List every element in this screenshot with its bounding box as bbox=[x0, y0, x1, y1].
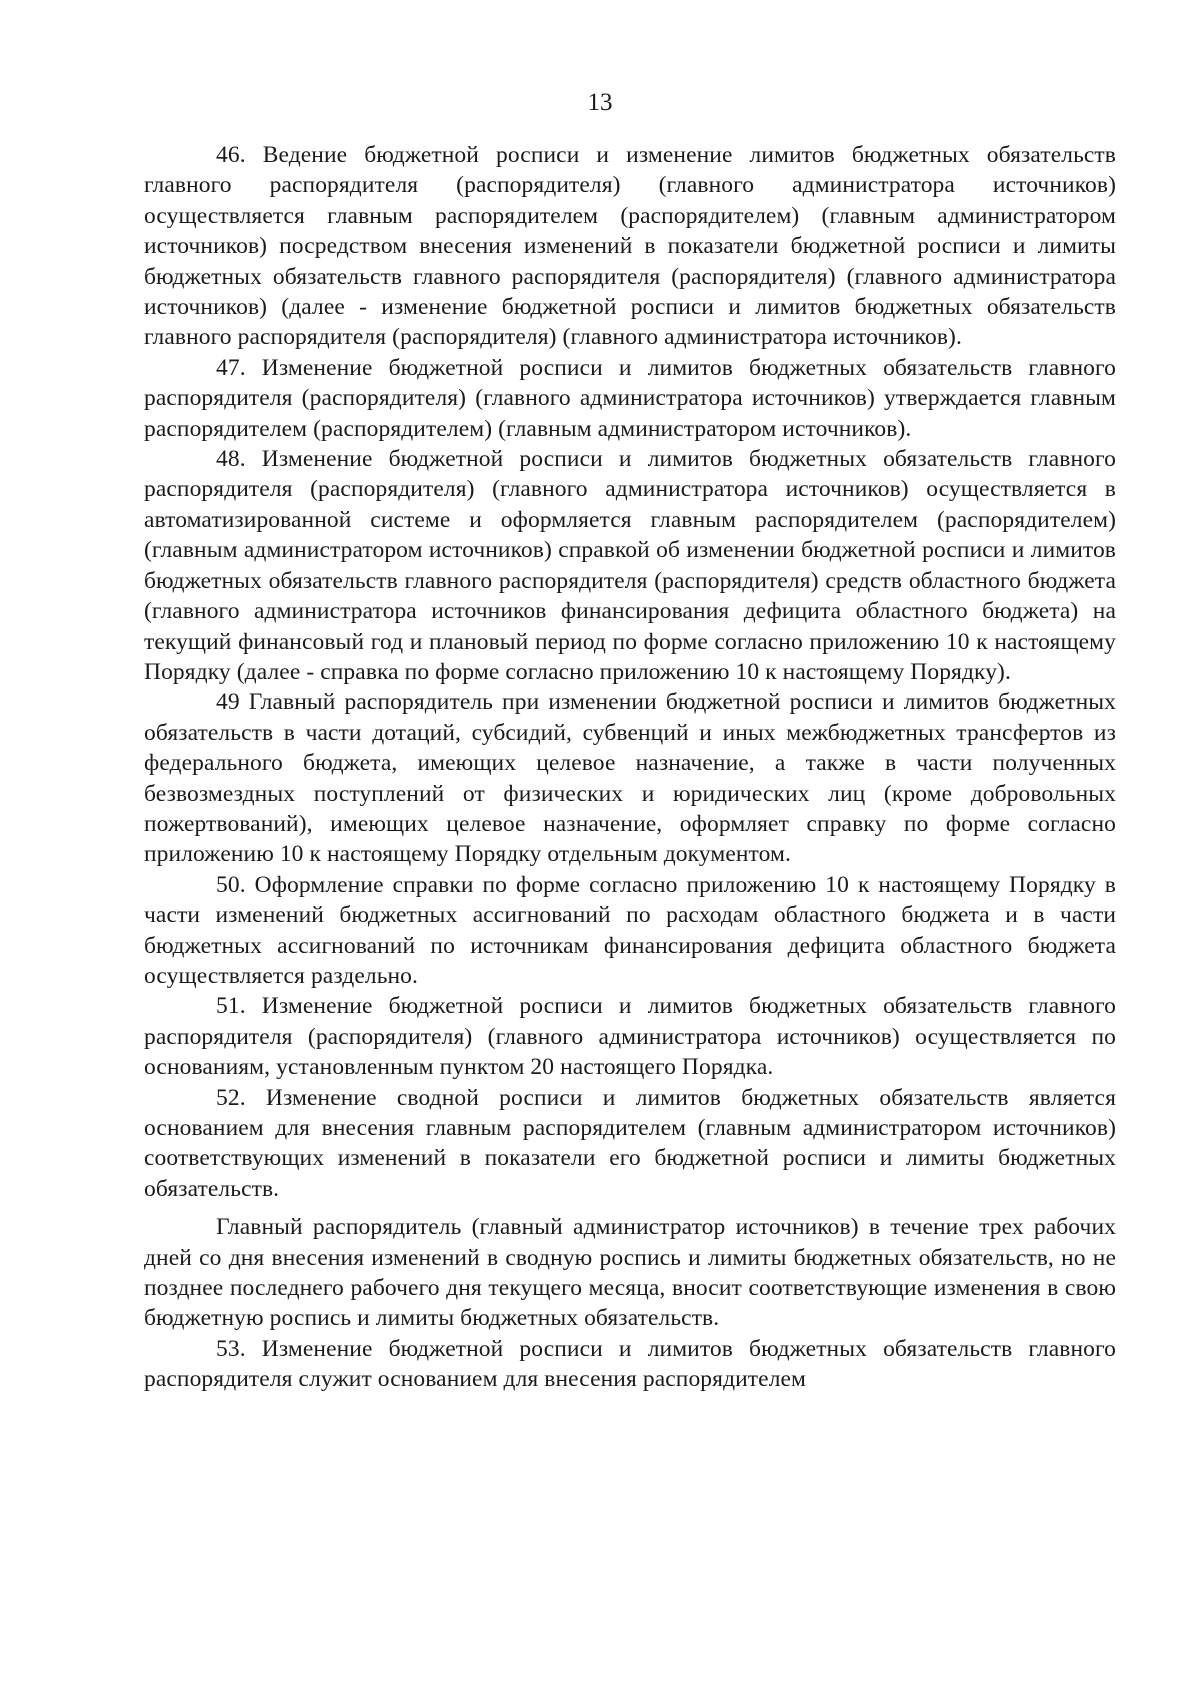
page-number: 13 bbox=[587, 89, 613, 116]
paragraph-49: 49 Главный распорядитель при изменении бюджетной росписи и лимитов бюджетных обязательств в части дотаций, субсидий, субвенций и иных межбюджетных трансфертов из федерального бюджета, имеющих целевое назначение, а также в части полученных безвозмездных поступлений от физических и юридических лиц (кроме добровольных пожертвований), имеющих целевое назначение, оформляет справку по форме согласно приложению 10 к настоящему Порядку отдельным документом. bbox=[144, 689, 1116, 868]
paragraph-51: 51. Изменение бюджетной росписи и лимитов бюджетных обязательств главного распорядителя (распорядителя) (главного администратора источников) осуществляется по основаниям, установленным пунктом 20 настоящего Порядка. bbox=[144, 993, 1116, 1081]
document-body bbox=[144, 140, 1116, 1395]
paragraph-50: 50. Оформление справки по форме согласно приложению 10 к настоящему Порядку в части изменений бюджетных ассигнований по расходам областного бюджета и в части бюджетных ассигнований по источникам финансирования дефицита областного бюджета осуществляется раздельно. bbox=[144, 871, 1116, 989]
paragraph-52-continuation: Главный распорядитель (главный администратор источников) в течение трех рабочих дней со дня внесения изменений в сводную роспись и лимиты бюджетных обязательств, но не позднее последнего рабочего дня текущего месяца, вносит соответствующие изменения в свою бюджетную роспись и лимиты бюджетных обязательств. bbox=[144, 1214, 1116, 1332]
paragraph-47: 47. Изменение бюджетной росписи и лимитов бюджетных обязательств главного распорядителя (распорядителя) (главного администратора источников) утверждается главным распорядителем (распорядителем) (главным администратором источников). bbox=[144, 354, 1116, 442]
paragraph-48: 48. Изменение бюджетной росписи и лимитов бюджетных обязательств главного распорядителя (распорядителя) (главного администратора источников) осуществляется в автоматизированной системе и оформляется главным распорядителем (распорядителем) (главным администратором источников) справкой об изменении бюджетной росписи и лимитов бюджетных обязательств главного распорядителя (распорядителя) средств областного бюджета (главного администратора источников финансирования дефицита областного бюджета) на текущий финансовый год и плановый период по форме согласно приложению 10 к настоящему Порядку (далее - справка по форме согласно приложению 10 к настоящему Порядку). bbox=[144, 446, 1116, 685]
paragraph-53: 53. Изменение бюджетной росписи и лимитов бюджетных обязательств главного распорядителя служит основанием для внесения распорядителем bbox=[144, 1335, 1116, 1393]
paragraph-46: 46. Ведение бюджетной росписи и изменение лимитов бюджетных обязательств главного распорядителя (распорядителя) (главного администратора источников) осуществляется главным распорядителем (распорядителем) (главным администратором источников) посредством внесения изменений в показатели бюджетной росписи и лимиты бюджетных обязательств главного распорядителя (распорядителя) (главного администратора источников) (далее - изменение бюджетной росписи и лимитов бюджетных обязательств главного распорядителя (распорядителя) (главного администратора источников). bbox=[144, 142, 1116, 351]
paragraph-52: 52. Изменение сводной росписи и лимитов бюджетных обязательств является основанием для внесения главным распорядителем (главным администратором источников) соответствующих изменений в показатели его бюджетной росписи и лимиты бюджетных обязательств. bbox=[144, 1084, 1116, 1202]
